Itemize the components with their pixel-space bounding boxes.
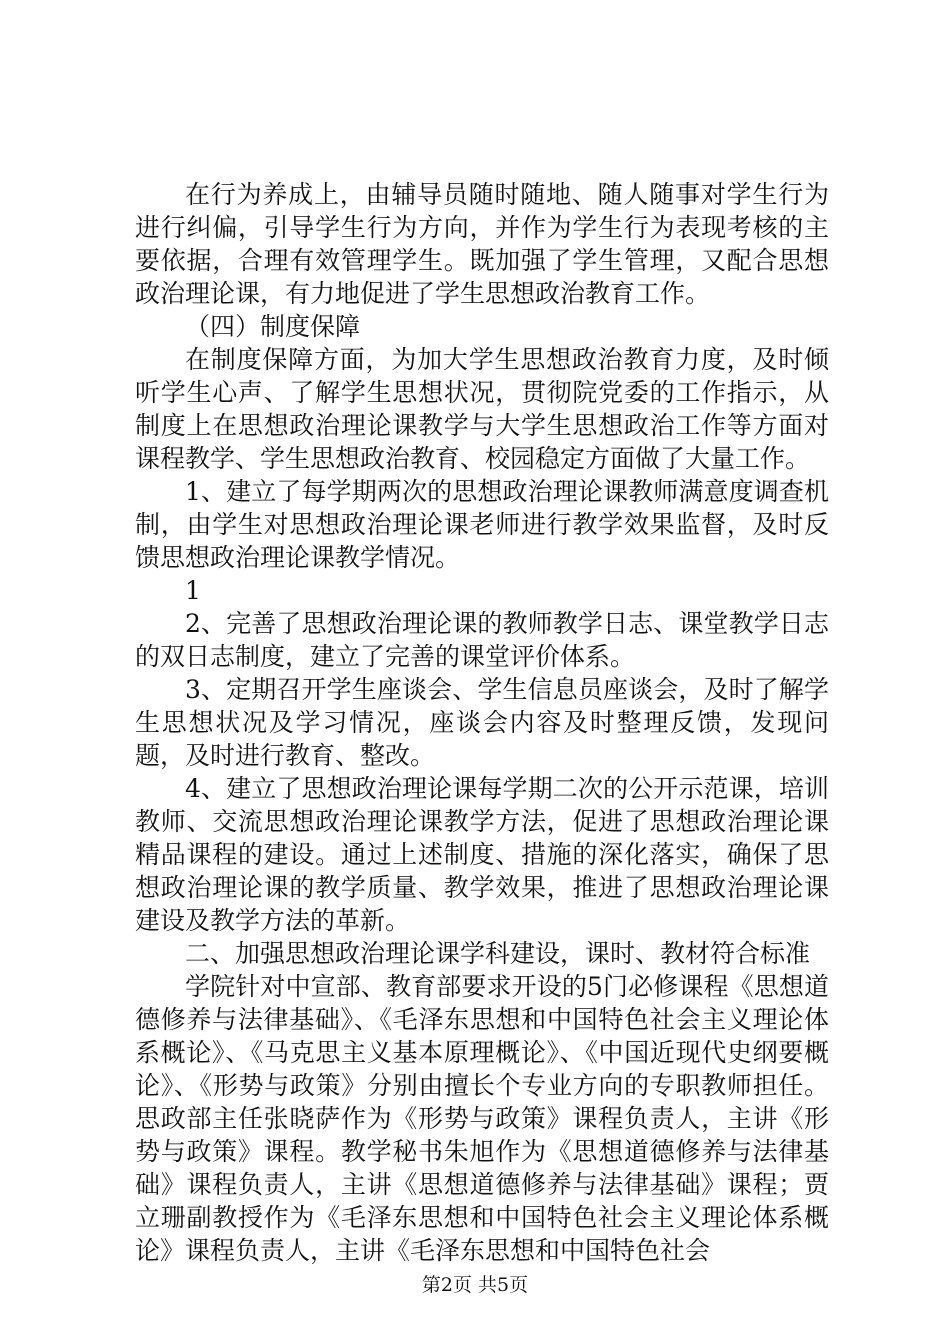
section-heading-system: （四）制度保障 (185, 312, 361, 341)
document-body (135, 178, 829, 1267)
paragraph-item-1: 1、建立了每学期两次的思想政治理论课教师满意度调查机制，由学生对思想政治理论课老师进行教学效果监督，及时反馈思想政治理论课教学情况。 (135, 477, 829, 572)
paragraph-system-intro: 在制度保障方面，为加大学生思想政治教育力度，及时倾听学生心声、了解学生思想状况，贯彻院党委的工作指示，从制度上在思想政治理论课教学与大学生思想政治工作等方面对课程教学、学生思想政治教育、校园稳定方面做了大量工作。 (135, 345, 829, 473)
page-footer: 第2页 共5页 (421, 1274, 529, 1296)
paragraph-item-3: 3、定期召开学生座谈会、学生信息员座谈会，及时了解学生思想状况及学习情况，座谈会内容及时整理反馈，发现问题，及时进行教育、整改。 (135, 675, 829, 770)
paragraph-courses: 学院针对中宣部、教育部要求开设的5门必修课程《思想道德修养与法律基础》、《毛泽东思想和中国特色社会主义理论体系概论》、《马克思主义基本原理概论》、《中国近现代史纲要概论》、《形势与政策》分别由擅长个专业方向的专职教师担任。思政部主任张晓萨作为《形势与政策》课程负责人，主讲《形势与政策》课程。教学秘书朱旭作为《思想道德修养与法律基础》课程负责人，主讲《思想道德修养与法律基础》课程；贾立珊副教授作为《毛泽东思想和中国特色社会主义理论体系概论》课程负责人，主讲《毛泽东思想和中国特色社会 (135, 972, 829, 1265)
section-heading-discipline: 二、加强思想政治理论课学科建设，课时、教材符合标准 (185, 939, 811, 968)
paragraph-behavior: 在行为养成上，由辅导员随时随地、随人随事对学生行为进行纠偏，引导学生行为方向，并作为学生行为表现考核的主要依据，合理有效管理学生。既加强了学生管理，又配合思想政治理论课，有力地促进了学生思想政治教育工作。 (135, 180, 829, 308)
paragraph-item-4: 4、建立了思想政治理论课每学期二次的公开示范课，培训教师、交流思想政治理论课教学方法，促进了思想政治理论课精品课程的建设。通过上述制度、措施的深化落实，确保了思想政治理论课的教学质量、教学效果，推进了思想政治理论课建设及教学方法的革新。 (135, 774, 829, 935)
paragraph-stray-number: 1 (185, 576, 201, 605)
paragraph-item-2: 2、完善了思想政治理论课的教师教学日志、课堂教学日志的双日志制度，建立了完善的课堂评价体系。 (135, 609, 829, 671)
